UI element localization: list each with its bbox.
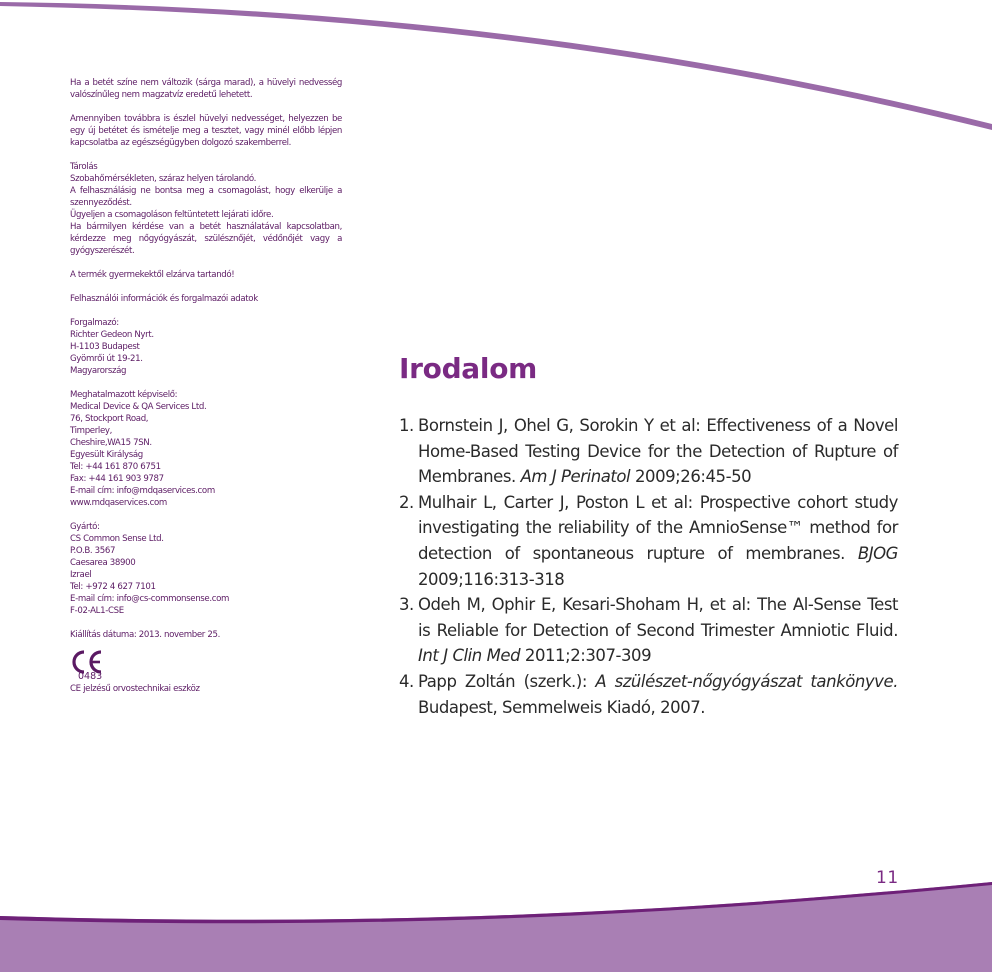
repeat-test-note: Amennyiben továbbra is észlel hüvelyi nedvességet, helyezzen be egy új betétet és ismételje meg a tesztet, vagy minél előbb lépjen kapcsolatba az egészségügyben dolgozó szakemberrel. bbox=[70, 114, 342, 148]
reference-item: 1. Bornstein J, Ohel G, Sorokin Y et al: Effectiveness of a Novel Home-Based Testing Device for the Detection of Rupture of Membranes. Am J Perinatol 2009;26:45-50 bbox=[399, 416, 898, 487]
user-info-heading: Felhasználói információk és forgalmazói adatok bbox=[70, 294, 258, 304]
email-line: E-mail cím: info@mdqaservices.com bbox=[70, 486, 215, 496]
website-line: www.mdqaservices.com bbox=[70, 498, 167, 508]
reference-item: 4. Papp Zoltán (szerk.): A szülészet-nőgyógyászat tankönyve. Budapest, Semmelweis Kiadó, 2007. bbox=[399, 671, 898, 717]
notified-body-number: 0483 bbox=[78, 671, 103, 682]
email-line: E-mail cím: info@cs-commonsense.com bbox=[70, 594, 230, 604]
address-line: CS Common Sense Ltd. bbox=[70, 534, 164, 544]
address-line: Gyömrői út 19-21. bbox=[70, 354, 143, 364]
phone-line: Tel: +44 161 870 6751 bbox=[70, 462, 161, 472]
address-line: Magyarország bbox=[70, 366, 127, 376]
bottom-decorative-band bbox=[0, 880, 992, 972]
manufacturer-heading: Gyártó: bbox=[70, 522, 100, 532]
ce-caption: CE jelzésű orvostechnikai eszköz bbox=[70, 684, 200, 694]
page-number: 11 bbox=[876, 868, 899, 888]
address-line: Timperley, bbox=[70, 426, 113, 436]
no-color-change-note: Ha a betét színe nem változik (sárga marad), a hüvelyi nedvesség valószínűleg nem magzatvíz eredetű lehetett. bbox=[70, 78, 342, 100]
reference-item: 2. Mulhair L, Carter J, Poston L et al: Prospective cohort study investigating the reliability of the AmnioSense™ method for detection of spontaneous rupture of membranes. BJOG 2009;116:313-318 bbox=[399, 492, 898, 589]
representative-heading: Meghatalmazott képviselő: bbox=[70, 390, 178, 400]
address-line: 76, Stockport Road, bbox=[70, 414, 149, 424]
reference-item: 3. Odeh M, Ophir E, Kesari-Shoham H, et al: The Al-Sense Test is Reliable for Detection of Second Trimester Amniotic Fluid. Int J Clin Med 2011;2:307-309 bbox=[399, 595, 898, 666]
address-line: H-1103 Budapest bbox=[70, 342, 140, 352]
children-warning: A termék gyermekektől elzárva tartandó! bbox=[70, 270, 235, 280]
address-line: P.O.B. 3567 bbox=[70, 546, 116, 556]
storage-line: A felhasználásig ne bontsa meg a csomagolást, hogy elkerülje a szennyeződést. bbox=[70, 186, 342, 208]
distributor-heading: Forgalmazó: bbox=[70, 318, 119, 328]
phone-line: Tel: +972 4 627 7101 bbox=[70, 582, 156, 592]
product-info-column bbox=[70, 77, 342, 695]
storage-line: Szobahőmérsékleten, száraz helyen tárolandó. bbox=[70, 174, 257, 184]
storage-line: Ügyeljen a csomagoláson feltüntetett lejárati időre. bbox=[70, 210, 274, 220]
address-line: Richter Gedeon Nyrt. bbox=[70, 330, 154, 340]
ce-marking bbox=[70, 649, 342, 683]
storage-heading: Tárolás bbox=[70, 162, 98, 172]
document-code: F-02-AL1-CSE bbox=[70, 606, 124, 616]
address-line: Medical Device & QA Services Ltd. bbox=[70, 402, 207, 412]
references-title: Irodalom bbox=[399, 352, 538, 385]
fax-line: Fax: +44 161 903 9787 bbox=[70, 474, 164, 484]
address-line: Cheshire,WA15 7SN. bbox=[70, 438, 152, 448]
storage-line: Ha bármilyen kérdése van a betét használatával kapcsolatban, kérdezze meg nőgyógyászát, szülésznőjét, védőnőjét vagy a gyógyszerészét. bbox=[70, 222, 342, 256]
issue-date: Kiállítás dátuma: 2013. november 25. bbox=[70, 630, 220, 640]
address-line: Izrael bbox=[70, 570, 92, 580]
address-line: Egyesült Királyság bbox=[70, 450, 143, 460]
address-line: Caesarea 38900 bbox=[70, 558, 136, 568]
references-list bbox=[399, 413, 898, 720]
